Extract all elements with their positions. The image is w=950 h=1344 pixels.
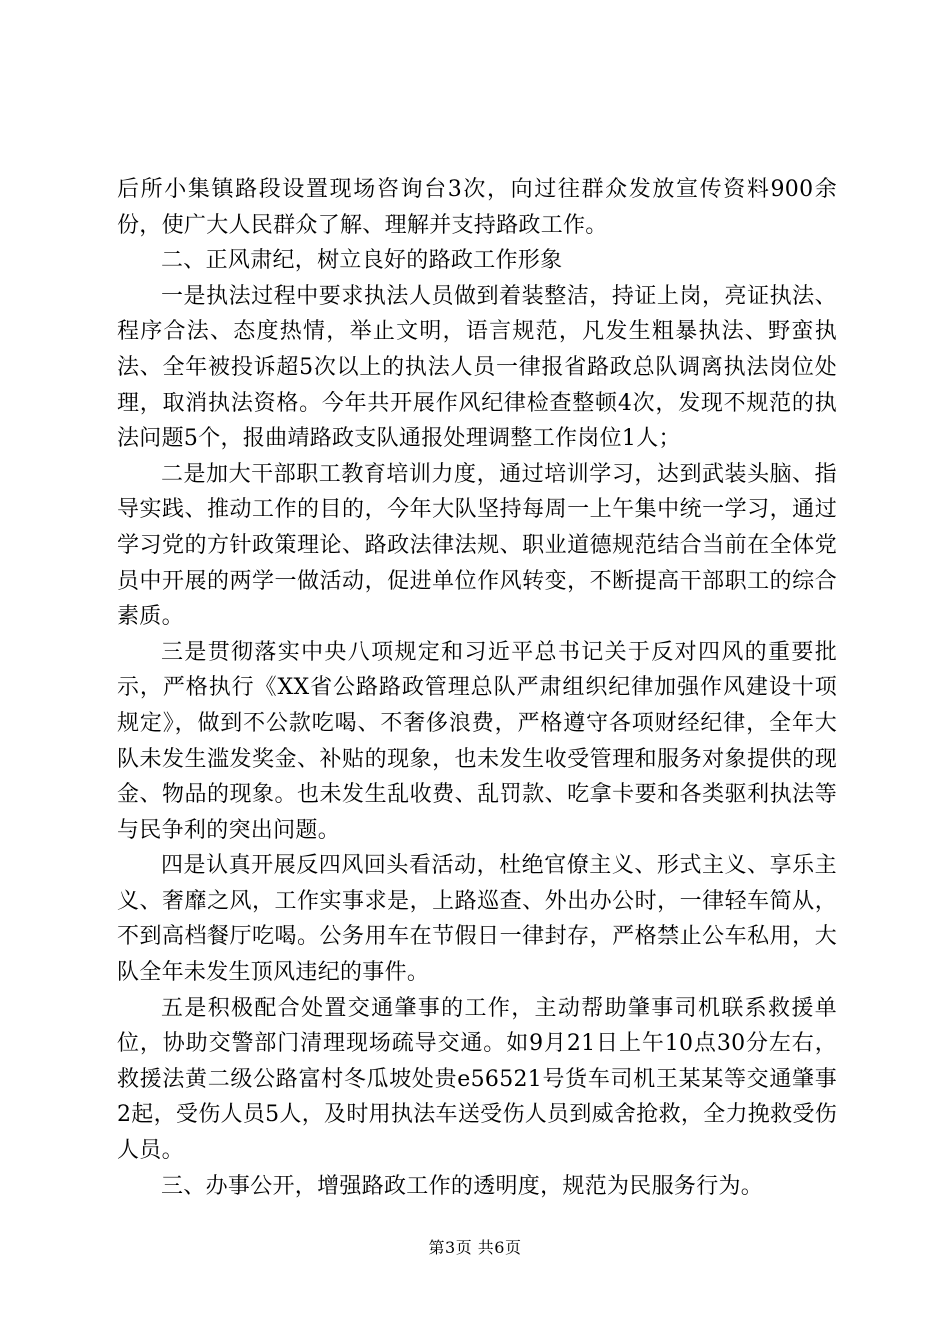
paragraph-item-4: 四是认真开展反四风回头看活动，杜绝官僚主义、形式主义、享乐主义、奢靡之风，工作实事求是，上路巡查、外出办公时，一律轻车简从，不到高档餐厅吃喝。公务用车在节假日一律封存，严格禁止公车私用，大队全年未发生顶风违纪的事件。 bbox=[117, 853, 837, 986]
page-number-footer: 第3页 共6页 bbox=[428, 1238, 522, 1257]
section-heading-2: 二、正风肃纪，树立良好的路政工作形象 bbox=[161, 248, 563, 274]
paragraph-item-3: 三是贯彻落实中央八项规定和习近平总书记关于反对四风的重要批示，严格执行《XX省公路路政管理总队严肃组织纪律加强作风建设十项规定》，做到不公款吃喝、不奢侈浪费，严格遵守各项财经纪律，全年大队未发生滥发奖金、补贴的现象，也未发生收受管理和服务对象提供的现金、物品的现象。也未发生乱收费、乱罚款、吃拿卡要和各类驱利执法等与民争利的突出问题。 bbox=[117, 639, 837, 843]
paragraph-item-5: 五是积极配合处置交通肇事的工作，主动帮助肇事司机联系救援单位，协助交警部门清理现场疏导交通。如9月21日上午10点30分左右，救援法黄二级公路富村冬瓜坡处贵e56521号货车司机王某某等交通肇事2起，受伤人员5人，及时用执法车送受伤人员到威舍抢救，全力挽救受伤人员。 bbox=[117, 995, 837, 1164]
paragraph-item-1: 一是执法过程中要求执法人员做到着装整洁，持证上岗，亮证执法、程序合法、态度热情，举止文明，语言规范，凡发生粗暴执法、野蛮执法、全年被投诉超5次以上的执法人员一律报省路政总队调离执法岗位处理，取消执法资格。今年共开展作风纪律检查整顿4次，发现不规范的执法问题5个，报曲靖路政支队通报处理调整工作岗位1人； bbox=[117, 283, 837, 452]
document-body bbox=[117, 172, 837, 1204]
paragraph-item-2: 二是加大干部职工教育培训力度，通过培训学习，达到武装头脑、指导实践、推动工作的目的，今年大队坚持每周一上午集中统一学习，通过学习党的方针政策理论、路政法律法规、职业道德规范结合当前在全体党员中开展的两学一做活动，促进单位作风转变，不断提高干部职工的综合素质。 bbox=[117, 461, 837, 630]
section-heading-3: 三、办事公开，增强路政工作的透明度，规范为民服务行为。 bbox=[161, 1173, 764, 1199]
paragraph-continuation: 后所小集镇路段设置现场咨询台3次，向过往群众发放宣传资料900余份，使广大人民群众了解、理解并支持路政工作。 bbox=[117, 177, 837, 238]
